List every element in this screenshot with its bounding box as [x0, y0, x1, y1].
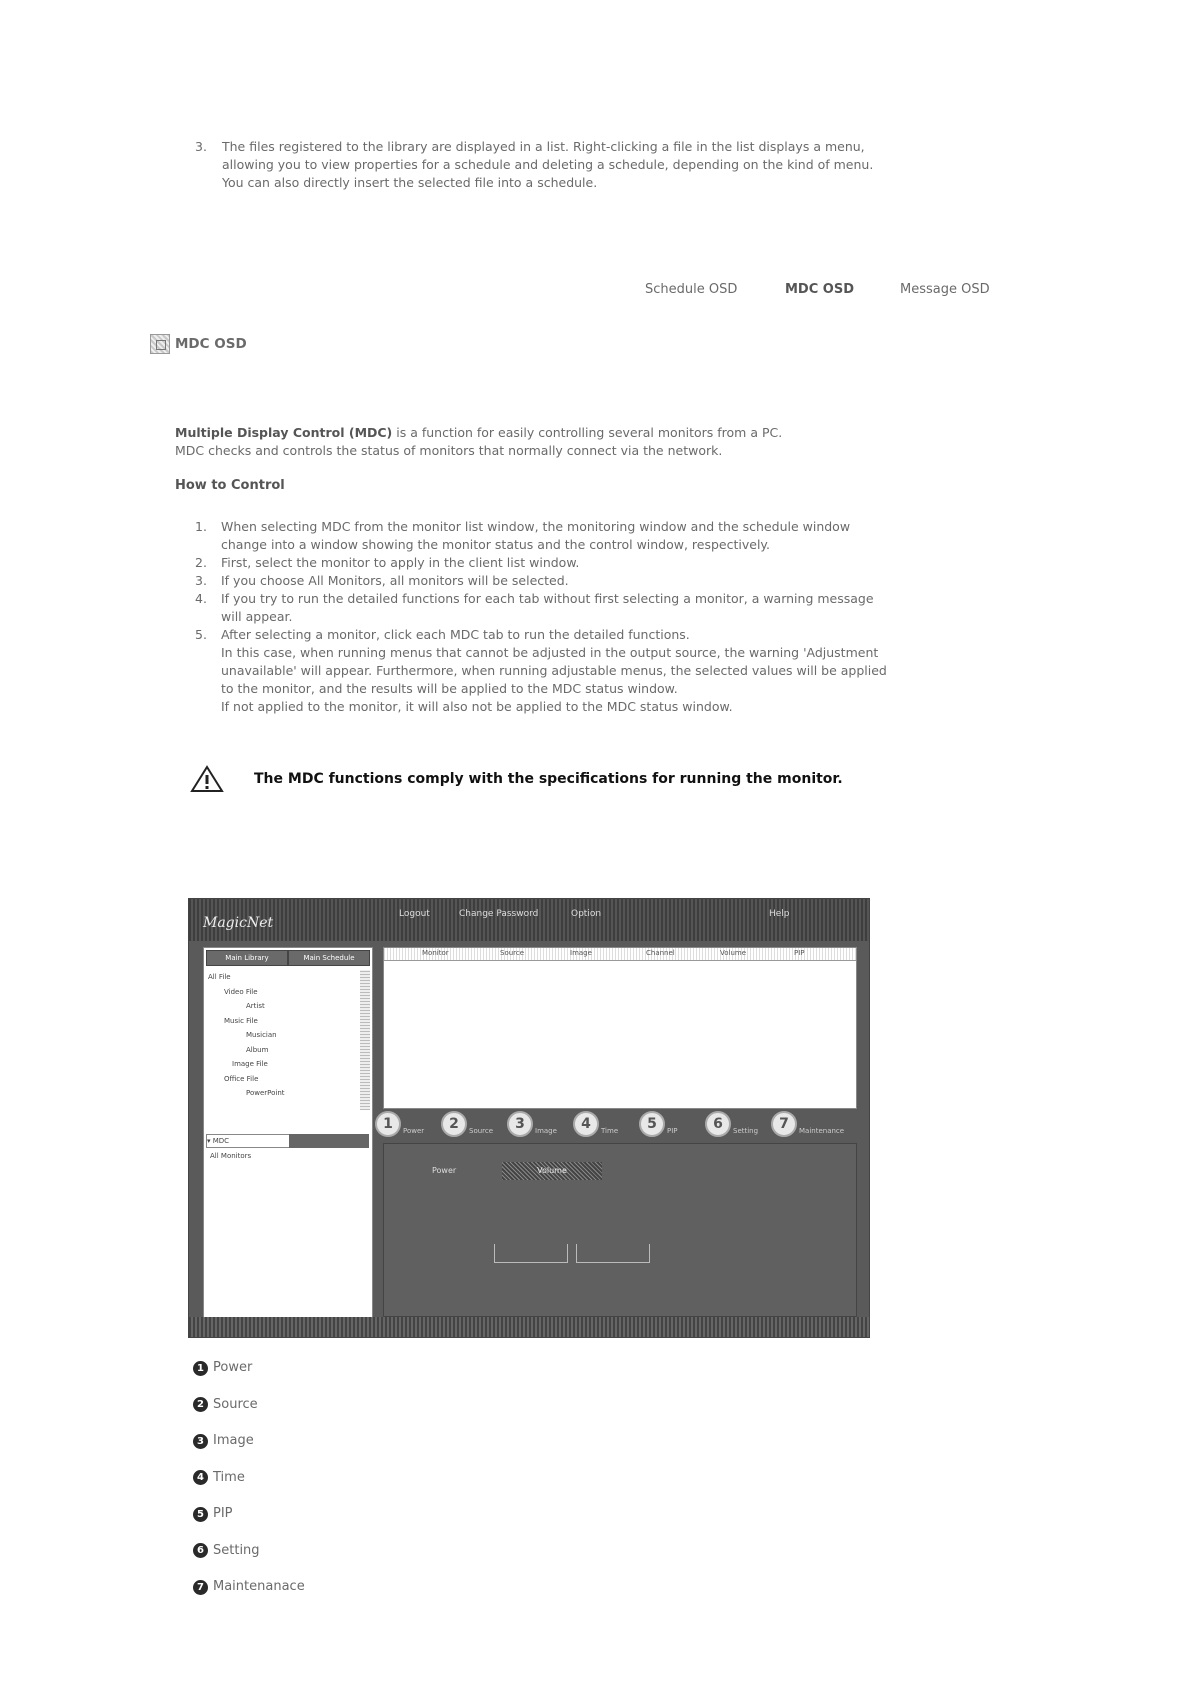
tree-scrollbar[interactable] — [360, 970, 370, 1110]
step-number: 3. — [195, 573, 207, 588]
tab-label: PIP — [667, 1127, 678, 1135]
tab-label: Setting — [733, 1127, 759, 1135]
list-item — [193, 1533, 305, 1570]
legend-label: Setting — [213, 1542, 260, 1558]
step-number: 1. — [195, 519, 207, 534]
number-badge: 2 — [193, 1397, 208, 1412]
tab-message-osd[interactable]: Message OSD — [900, 282, 990, 297]
step-extra-text: In this case, when running menus that cannot be adjusted in the output source, the warning 'Adjustment unavailable' will appear. Furthermore, when running adjustable menus, the selected values will be applied to the monitor, and the results will be applied to the MDC status window. — [221, 645, 887, 696]
steps-list — [195, 518, 895, 716]
howto-title: How to Control — [175, 478, 285, 493]
tab-label: Maintenance — [799, 1127, 845, 1135]
tree-item[interactable]: Video File — [224, 987, 258, 996]
tab-label: Source — [469, 1127, 494, 1135]
main-schedule-button[interactable]: Main Schedule — [288, 950, 370, 966]
section-title-text: MDC OSD — [175, 336, 247, 352]
step-text: After selecting a monitor, click each MDC tab to run the detailed functions. — [221, 627, 690, 642]
legend-label: Time — [213, 1469, 245, 1485]
number-badge: 1 — [193, 1361, 208, 1376]
tree-item[interactable]: Music File — [224, 1016, 258, 1025]
column-header[interactable]: Monitor — [422, 949, 449, 957]
number-badge: 7 — [193, 1580, 208, 1595]
legend-label: Image — [213, 1433, 254, 1448]
cancel-button[interactable] — [576, 1244, 650, 1263]
tab-mdc-osd[interactable]: MDC OSD — [785, 282, 854, 297]
file-tree — [208, 970, 285, 1101]
app-topbar — [189, 899, 869, 941]
step-text: First, select the monitor to apply in the client list window. — [221, 555, 580, 570]
mdc-select-bar — [289, 1134, 369, 1148]
tab-image[interactable]: 3 — [507, 1111, 533, 1137]
tab-label: Image — [535, 1127, 557, 1135]
apply-button[interactable] — [494, 1244, 568, 1263]
tab-time[interactable]: 4 — [573, 1111, 599, 1137]
main-library-button[interactable]: Main Library — [206, 950, 288, 966]
list-item — [193, 1387, 305, 1424]
step-text: When selecting MDC from the monitor list window, the monitoring window and the schedule window change into a window showing the monitor status and the control window, respectively. — [221, 519, 851, 552]
magicnet-screenshot — [188, 898, 870, 1338]
step-number: 5. — [195, 627, 207, 642]
tab-setting[interactable]: 6 — [705, 1111, 731, 1137]
mdc-select-value: MDC — [212, 1137, 230, 1145]
legend-label: Source — [213, 1396, 258, 1412]
column-header[interactable]: PIP — [794, 949, 805, 957]
tab-schedule-osd[interactable]: Schedule OSD — [645, 282, 738, 297]
list-item — [195, 572, 895, 590]
all-monitors-item[interactable]: All Monitors — [210, 1152, 252, 1160]
intro-step — [195, 138, 885, 192]
number-badge: 3 — [193, 1434, 208, 1449]
power-label: Power — [432, 1166, 457, 1175]
number-badge: 4 — [193, 1470, 208, 1485]
tab-source[interactable]: 2 — [441, 1111, 467, 1137]
volume-button[interactable]: Volume — [502, 1162, 602, 1180]
list-item — [193, 1496, 305, 1533]
description-line1: is a function for easily controlling several monitors from a PC. — [392, 425, 783, 440]
legend-label: Maintenanace — [213, 1579, 305, 1594]
mdc-icon — [150, 334, 170, 354]
warning-icon — [190, 765, 224, 793]
column-header[interactable]: Volume — [720, 949, 747, 957]
column-header[interactable]: Source — [500, 949, 525, 957]
mdc-tab-bar — [375, 1111, 859, 1139]
tree-item[interactable]: Office File — [224, 1074, 259, 1083]
legend-label: PIP — [213, 1506, 233, 1521]
tree-item[interactable]: Album — [246, 1045, 269, 1054]
tree-item[interactable]: Image File — [232, 1060, 268, 1068]
description-line2: MDC checks and controls the status of monitors that normally connect via the network. — [175, 443, 723, 458]
section-title — [150, 334, 247, 354]
control-window — [383, 1143, 857, 1317]
tree-item[interactable]: PowerPoint — [246, 1089, 285, 1097]
number-badge: 6 — [193, 1543, 208, 1558]
list-item — [193, 1350, 305, 1387]
tree-item[interactable]: Musician — [246, 1031, 277, 1039]
help-button[interactable]: Help — [769, 909, 790, 919]
warning-note — [190, 765, 843, 793]
column-header[interactable]: Image — [570, 949, 592, 957]
column-header[interactable]: Channel — [646, 949, 675, 957]
step-extra-text: If not applied to the monitor, it will also not be applied to the MDC status window. — [221, 699, 733, 714]
step-number: 4. — [195, 591, 207, 606]
list-item — [193, 1569, 305, 1606]
tab-legend — [193, 1350, 305, 1606]
step-text: If you choose All Monitors, all monitors will be selected. — [221, 573, 569, 588]
mdc-select[interactable]: ▾ MDC — [206, 1134, 290, 1148]
tab-label: Time — [601, 1127, 619, 1135]
intro-text: The files registered to the library are displayed in a list. Right-clicking a file in the list displays a menu, allowing you to view properties for a schedule and deleting a schedule, depending on the kind of menu. You can also directly insert the selected file into a schedule. — [222, 139, 874, 190]
change-password-button[interactable]: Change Password — [459, 909, 539, 919]
step-text: If you try to run the detailed functions for each tab without first selecting a monitor, a warning message will appear. — [221, 591, 874, 624]
description — [175, 424, 895, 460]
tab-pip[interactable]: 5 — [639, 1111, 665, 1137]
description-bold: Multiple Display Control (MDC) — [175, 425, 393, 440]
app-statusbar — [189, 1317, 869, 1337]
list-item — [195, 518, 895, 554]
list-item — [195, 554, 895, 572]
list-item — [193, 1460, 305, 1497]
app-logo: MagicNet — [203, 915, 274, 931]
tab-label: Power — [403, 1127, 425, 1135]
list-item — [195, 590, 895, 626]
option-button[interactable]: Option — [571, 909, 602, 919]
step-number: 2. — [195, 555, 207, 570]
monitor-status-table — [383, 947, 857, 1109]
intro-number: 3. — [195, 139, 207, 154]
number-badge: 5 — [193, 1507, 208, 1522]
tree-item[interactable]: All File — [208, 973, 231, 981]
logout-button[interactable]: Logout — [399, 909, 430, 919]
warning-text: The MDC functions comply with the specifications for running the monitor. — [254, 771, 843, 787]
library-panel — [203, 947, 373, 1321]
legend-label: Power — [213, 1360, 253, 1375]
list-item — [195, 626, 895, 716]
table-header — [384, 948, 856, 961]
list-item — [193, 1423, 305, 1460]
tab-maintenance[interactable]: 7 — [771, 1111, 797, 1137]
tree-item[interactable]: Artist — [246, 1002, 265, 1010]
tab-power[interactable]: 1 — [375, 1111, 401, 1137]
